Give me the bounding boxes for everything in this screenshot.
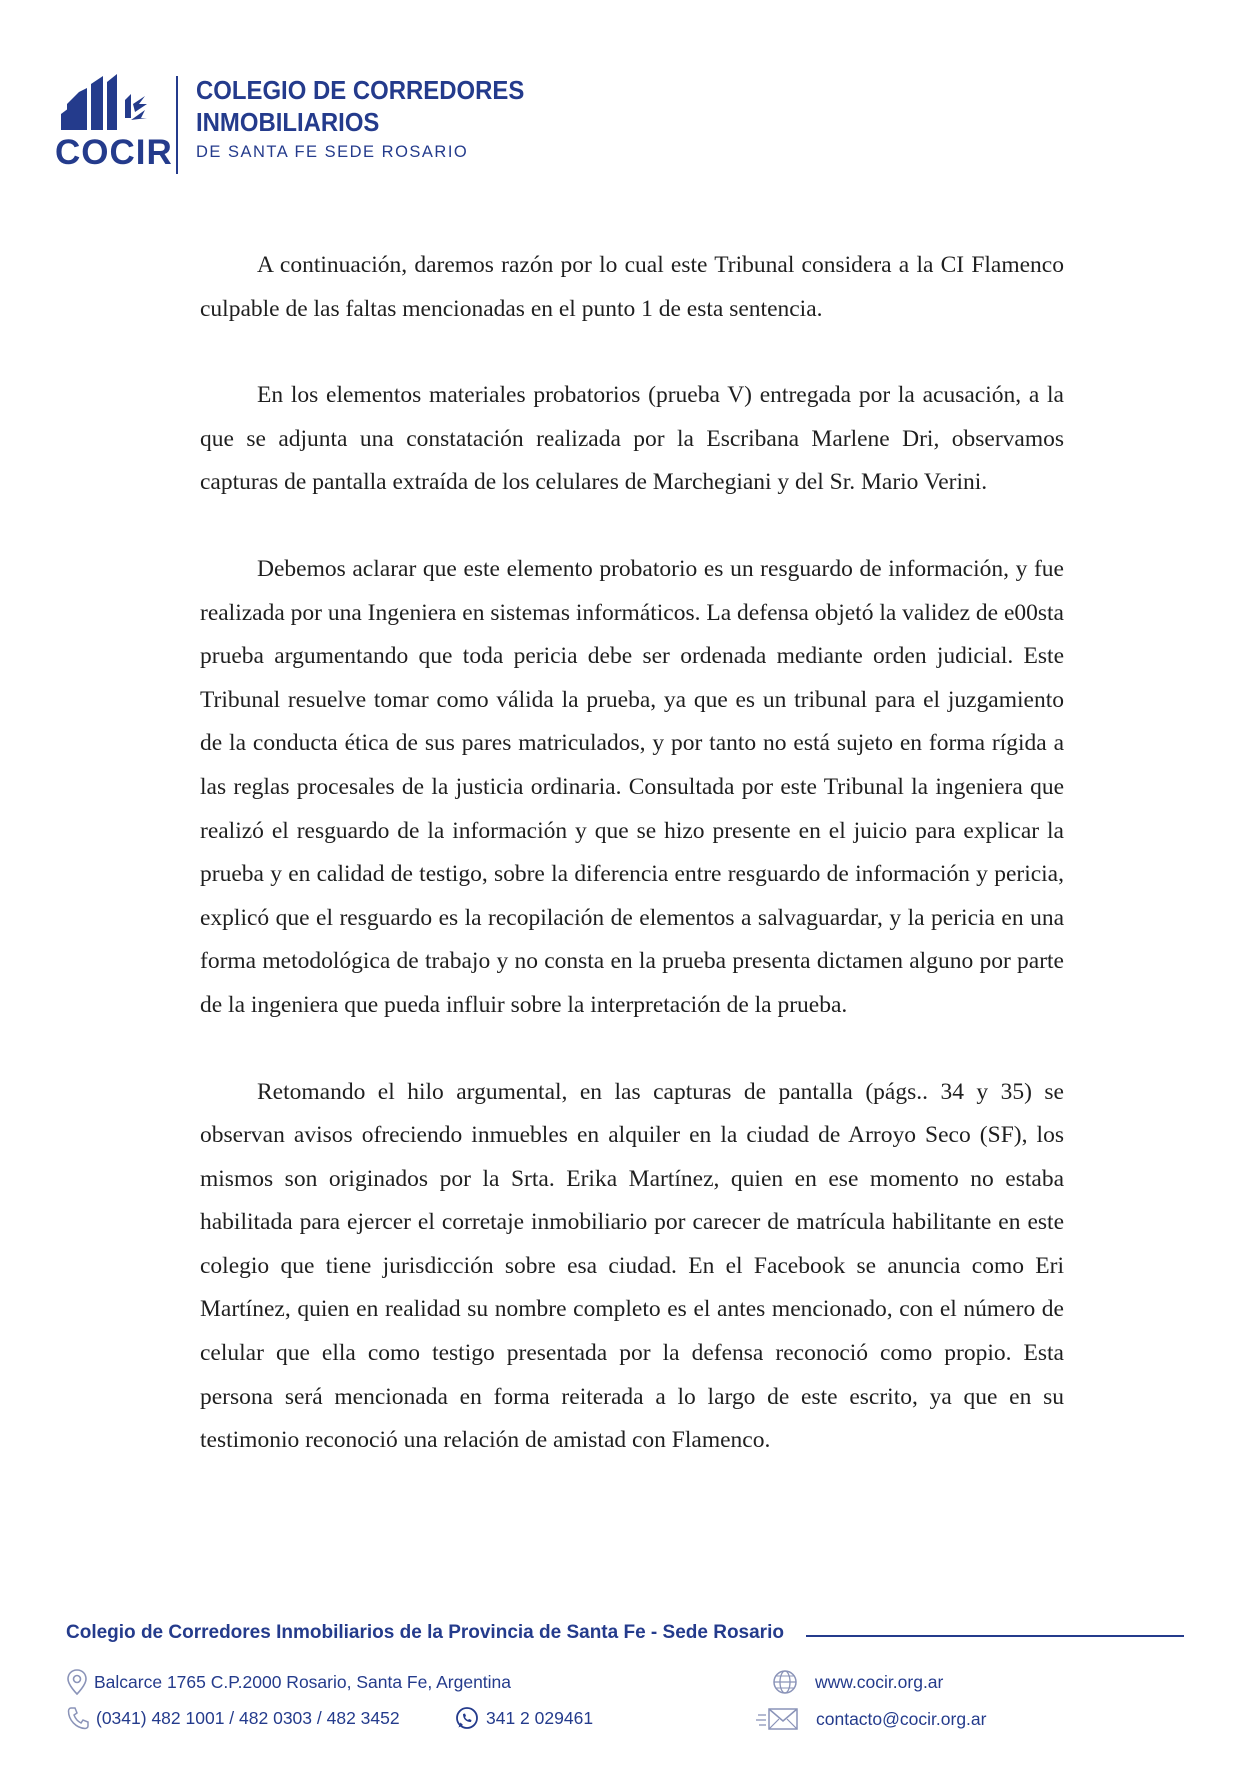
footer-title: Colegio de Corredores Inmobiliarios de la Provincia de Santa Fe - Sede Rosario: [66, 1622, 784, 1643]
paragraph-1: A continuación, daremos razón por lo cual este Tribunal considera a la CI Flamenco culpable de las faltas mencionadas en el punto 1 de esta sentencia.: [200, 252, 1064, 322]
address-text: Balcarce 1765 C.P.2000 Rosario, Santa Fe, Argentina: [94, 1671, 512, 1692]
location-pin-icon: [66, 1668, 88, 1696]
whatsapp-text: 341 2 029461: [486, 1707, 594, 1728]
logo-wordmark: COCIR: [55, 133, 173, 172]
email-envelope-icon: [756, 1705, 800, 1733]
phones-text: (0341) 482 1001 / 482 0303 / 482 3452: [96, 1707, 400, 1728]
footer-rule: [806, 1635, 1184, 1637]
document-body: [200, 244, 1064, 1463]
globe-icon: [771, 1668, 799, 1696]
phone-icon: [66, 1705, 90, 1731]
paragraph-3: Debemos aclarar que este elemento probatorio es un resguardo de información, y fue realizada por una Ingeniera en sistemas informáticos. La defensa objetó la validez de e00sta prueba argumentando que toda pericia debe ser ordenada mediante orden judicial. Este Tribunal resuelve tomar como válida la prueba, ya que es un tribunal para el juzgamiento de la conducta ética de sus pares matriculados, y por tanto no está sujeto en forma rígida a las reglas procesales de la justicia ordinaria. Consultada por este Tribunal la ingeniera que realizó el resguardo de la información y que se hizo presente en el juicio para explicar la prueba y en calidad de testigo, sobre la diferencia entre resguardo de información y pericia, explicó que el resguardo es la recopilación de elementos a salvaguardar, y la pericia en una forma metodológica de trabajo y no consta en la prueba presenta dictamen alguno por parte de la ingeniera que pueda influir sobre la interpretación de la prueba.: [200, 555, 1064, 1018]
footer-whatsapp: [454, 1705, 593, 1731]
letterhead-line-1: COLEGIO DE CORREDORES: [196, 75, 525, 105]
paragraph-4: Retomando el hilo argumental, en las capturas de pantalla (págs.. 34 y 35) se observan avisos ofreciendo inmuebles en alquiler en la ciudad de Arroyo Seco (SF), los mismos son originados por la Srta. Erika Martínez, quien en ese momento no estaba habilitada para ejercer el corretaje inmobiliario por carecer de matrícula habilitante en este colegio que tiene jurisdicción sobre esa ciudad. En el Facebook se anuncia como Eri Martínez, quien en realidad su nombre completo es el antes mencionado, con el número de celular que ella como testigo presentada por la defensa reconoció como propio. Esta persona será mencionada en forma reiterada a lo largo de este escrito, ya que en su testimonio reconoció una relación de amistad con Flamenco.: [200, 1078, 1064, 1454]
email-link[interactable]: contacto@cocir.org.ar: [816, 1708, 987, 1729]
paragraph-2: En los elementos materiales probatorios (prueba V) entregada por la acusación, a la que se adjunta una constatación realizada por la Escribana Marlene Dri, observamos capturas de pantalla extraída de los celulares de Marchegiani y del Sr. Mario Verini.: [200, 382, 1064, 496]
whatsapp-icon: [454, 1705, 480, 1731]
letterhead-line-3: DE SANTA FE SEDE ROSARIO: [196, 143, 469, 161]
letterhead-line-2: INMOBILIARIOS: [196, 107, 380, 137]
footer-address: [66, 1668, 511, 1696]
letterhead-title: [196, 74, 553, 166]
footer-email[interactable]: [756, 1705, 986, 1733]
website-link[interactable]: www.cocir.org.ar: [815, 1671, 944, 1692]
letterhead-logo: [55, 70, 525, 180]
logo-divider: [176, 76, 178, 174]
footer-website[interactable]: [771, 1668, 943, 1696]
footer-phones: [66, 1705, 400, 1731]
